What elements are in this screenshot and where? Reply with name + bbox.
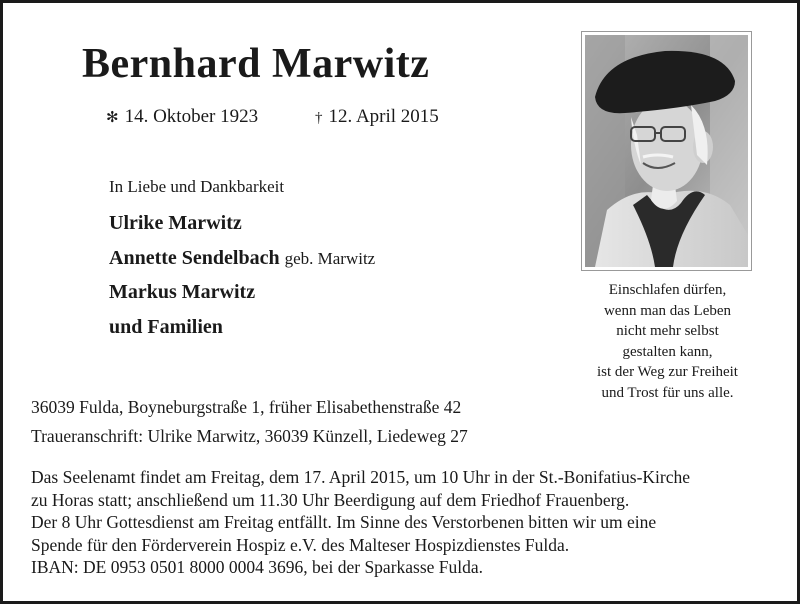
mourner-name: und Familien [109,316,223,338]
quote-line: und Trost für uns alle. [601,384,734,401]
residence-address: 36039 Fulda, Boyneburgstraße 1, früher Elisabethenstraße 42 [31,397,462,417]
notice-line: IBAN: DE 0953 0501 8000 0004 3696, bei der Sparkasse Fulda. [31,557,484,578]
service-notice [31,466,776,579]
quote-line: ist der Weg zur Freiheit [597,364,738,381]
death-date: 12. April 2015 [328,106,439,127]
death-cross-icon: † [315,110,323,126]
mourner-name: Ulrike Marwitz [109,212,242,234]
notice-line: Das Seelenamt findet am Freitag, dem 17. April 2015, um 10 Uhr in der St.-Bonifatius-Kirche [31,467,691,487]
quote-line: Einschlafen dürfen, [608,282,727,298]
death-date-line [315,106,439,128]
birth-date-line [106,106,258,128]
notice-line: zu Horas statt; anschließend um 11.30 Uhr Beerdigung auf dem Friedhof Frauenberg. [31,489,630,510]
memorial-quote [575,280,760,404]
mourner-name: Annette Sendelbach geb. Marwitz [109,247,376,269]
quote-line: gestalten kann, [622,343,713,360]
quote-line: nicht mehr selbst [616,323,719,340]
mourner-name: Markus Marwitz [109,281,256,303]
mourners-intro: In Liebe und Dankbarkeit [109,177,285,196]
birth-star-icon: ✻ [106,110,119,126]
portrait-illustration [585,35,748,267]
mourning-address: Traueranschrift: Ulrike Marwitz, 36039 Künzell, Liedeweg 27 [31,426,468,446]
portrait-photo [581,31,752,271]
notice-line: Der 8 Uhr Gottesdienst am Freitag entfällt. Im Sinne des Verstorbenen bitten wir um eine [31,512,657,533]
quote-line: wenn man das Leben [603,302,732,319]
deceased-name: Bernhard Marwitz [82,41,430,87]
notice-line: Spende für den Förderverein Hospiz e.V. des Malteser Hospizdienstes Fulda. [31,534,570,555]
maiden-name-note: geb. Marwitz [284,249,376,268]
birth-date: 14. Oktober 1923 [124,106,259,127]
